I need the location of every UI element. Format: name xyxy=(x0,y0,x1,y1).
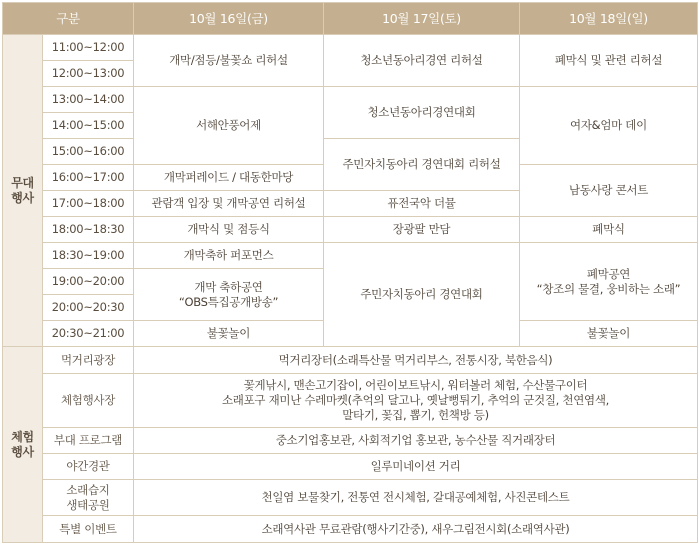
day1-entry: 관람객 입장 및 개막공연 리허설 xyxy=(134,191,324,217)
stage-row xyxy=(3,243,698,269)
day3-closing-rehearsal: 폐막식 및 관련 리허설 xyxy=(520,35,698,87)
experience-content: 중소기업홍보관, 사회적기업 홍보관, 농수산물 직거래장터 xyxy=(134,428,698,454)
stage-row xyxy=(3,217,698,243)
time-slot: 11:00~12:00 xyxy=(43,35,134,61)
stage-category xyxy=(3,35,43,347)
experience-category-line1: 체험 xyxy=(11,429,34,444)
day1-performance: 개막축하 퍼포먼스 xyxy=(134,243,324,269)
time-slot: 19:00~20:00 xyxy=(43,269,134,295)
experience-content-line: 꽃게낚시, 맨손고기잡이, 어린이보트낚시, 워터볼러 체험, 수산물구이터 xyxy=(243,378,588,392)
time-slot: 20:30~21:00 xyxy=(43,321,134,347)
day2-resident-rehearsal: 주민자치동아리 경연대회 리허설 xyxy=(324,139,520,191)
day2-janggwang: 장광팔 만담 xyxy=(324,217,520,243)
time-slot: 15:00~16:00 xyxy=(43,139,134,165)
schedule-table xyxy=(2,2,698,543)
day1-concert-line1: 개막 축하공연 xyxy=(194,279,263,294)
experience-name: 먹거리광장 xyxy=(43,347,134,374)
experience-content-line: 소래포구 재미난 수레마켓(추억의 달고나, 옛날뻥튀기, 추억의 군것질, 천연염색, xyxy=(222,393,609,407)
experience-name-line: 소래습지 xyxy=(66,482,110,497)
experience-category xyxy=(3,347,43,543)
day3-closing-show-line2: “창조의 물결, 웅비하는 소래” xyxy=(536,281,681,296)
experience-name: 야간경관 xyxy=(43,454,134,480)
day2-youth-rehearsal: 청소년동아리경연 리허설 xyxy=(324,35,520,87)
experience-content: 소래역사관 무료관람(행사기간중), 새우그림전시회(소래역사관) xyxy=(134,516,698,543)
time-slot: 12:00~13:00 xyxy=(43,61,134,87)
experience-name: 부대 프로그램 xyxy=(43,428,134,454)
day3-closing-show-line1: 폐막공연 xyxy=(586,266,631,281)
time-slot: 18:30~19:00 xyxy=(43,243,134,269)
day3-mom-day: 여자&엄마 데이 xyxy=(520,87,698,165)
day1-seohae: 서해안풍어제 xyxy=(134,87,324,165)
day1-concert-line2: “OBS특집공개방송” xyxy=(178,294,279,309)
experience-content-line: 말타기, 꽃집, 뽑기, 헌책방 등) xyxy=(342,408,489,422)
stage-row xyxy=(3,35,698,61)
experience-content: 천일염 보물찾기, 전통연 전시체험, 갈대공예체험, 사진콘테스트 xyxy=(134,480,698,516)
header-row xyxy=(3,3,698,35)
day1-rehearsal: 개막/점등/불꽃쇼 리허설 xyxy=(134,35,324,87)
experience-content: 먹거리장터(소래특산물 먹거리부스, 전통시장, 북한음식) xyxy=(134,347,698,374)
header-day-3: 10월 18일(일) xyxy=(520,3,698,35)
stage-row xyxy=(3,87,698,113)
day1-opening: 개막식 및 점등식 xyxy=(134,217,324,243)
experience-row xyxy=(3,428,698,454)
experience-name-line: 생태공원 xyxy=(66,497,110,512)
experience-row xyxy=(3,516,698,543)
day1-concert xyxy=(134,269,324,321)
experience-name xyxy=(43,480,134,516)
day2-resident-contest: 주민자치동아리 경연대회 xyxy=(324,243,520,347)
experience-row xyxy=(3,454,698,480)
experience-name: 체험행사장 xyxy=(43,374,134,428)
time-slot: 20:00~20:30 xyxy=(43,295,134,321)
day2-fusion: 퓨전국악 더뮬 xyxy=(324,191,520,217)
day1-parade: 개막퍼레이드 / 대동한마당 xyxy=(134,165,324,191)
day3-closing-show xyxy=(520,243,698,321)
experience-content xyxy=(134,374,698,428)
stage-category-line1: 무대 xyxy=(11,175,34,190)
time-slot: 17:00~18:00 xyxy=(43,191,134,217)
experience-category-line2: 행사 xyxy=(11,444,34,459)
header-day-2: 10월 17일(토) xyxy=(324,3,520,35)
time-slot: 13:00~14:00 xyxy=(43,87,134,113)
time-slot: 14:00~15:00 xyxy=(43,113,134,139)
experience-content: 일루미네이션 거리 xyxy=(134,454,698,480)
day1-fireworks: 불꽃놀이 xyxy=(134,321,324,347)
day3-closing: 폐막식 xyxy=(520,217,698,243)
day2-youth-contest: 청소년동아리경연대회 xyxy=(324,87,520,139)
header-category: 구분 xyxy=(3,3,134,35)
experience-name: 특별 이벤트 xyxy=(43,516,134,543)
day3-namdong-concert: 남동사랑 콘서트 xyxy=(520,165,698,217)
time-slot: 18:00~18:30 xyxy=(43,217,134,243)
header-day-1: 10월 16일(금) xyxy=(134,3,324,35)
day3-fireworks: 불꽃놀이 xyxy=(520,321,698,347)
time-slot: 16:00~17:00 xyxy=(43,165,134,191)
experience-row xyxy=(3,374,698,428)
stage-category-line2: 행사 xyxy=(11,190,34,205)
experience-row xyxy=(3,480,698,516)
experience-row xyxy=(3,347,698,374)
